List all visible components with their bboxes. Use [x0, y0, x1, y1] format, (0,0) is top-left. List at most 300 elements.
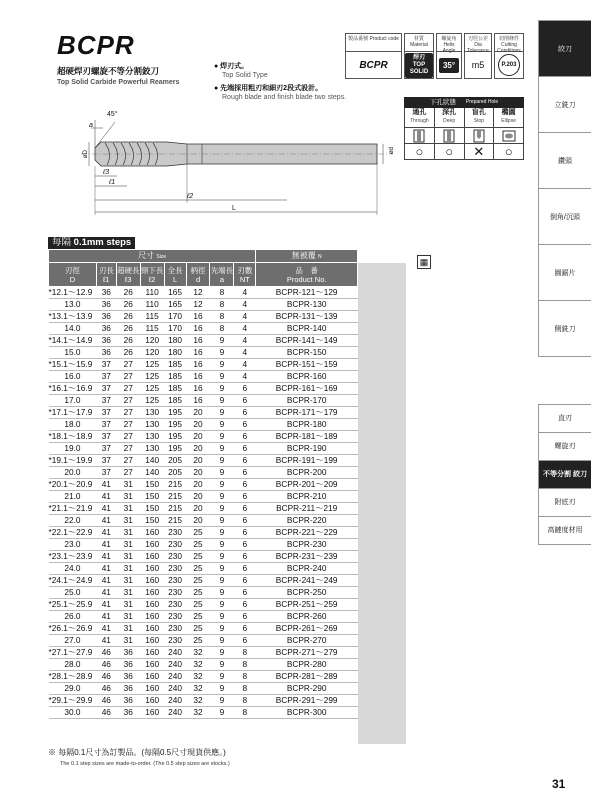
- table-cell: 8: [234, 671, 256, 683]
- table-cell: 9: [210, 671, 234, 683]
- l2-label: ℓ2: [187, 193, 194, 200]
- product-subtitle-en: Top Solid Carbide Powerful Reamers: [57, 79, 180, 86]
- table-cell: 6: [234, 431, 256, 443]
- table-row: [49, 455, 358, 467]
- table-row: [49, 707, 358, 719]
- table-row: [49, 419, 358, 431]
- table-cell: 160: [140, 611, 164, 623]
- table-cell: 9: [210, 695, 234, 707]
- l1-label: ℓ1: [109, 179, 116, 186]
- table-row: [49, 347, 358, 359]
- table-cell: 6: [234, 527, 256, 539]
- table-cell: 150: [140, 503, 164, 515]
- table-cell: 6: [234, 455, 256, 467]
- table-cell: 160: [140, 623, 164, 635]
- table-cell: 230: [164, 575, 186, 587]
- table-cell: BCPR-260: [256, 611, 358, 623]
- table-cell: 6: [234, 479, 256, 491]
- table-cell: 26.0: [49, 611, 97, 623]
- table-cell: 37: [96, 383, 116, 395]
- table-cell: 37: [96, 443, 116, 455]
- table-row: [49, 503, 358, 515]
- table-cell: 130: [140, 407, 164, 419]
- table-cell: 6: [234, 551, 256, 563]
- table-cell: 27: [116, 371, 140, 383]
- table-cell: BCPR-261～269: [256, 623, 358, 635]
- table-cell: 9: [210, 707, 234, 719]
- table-cell: 160: [140, 695, 164, 707]
- table-cell: BCPR-281～289: [256, 671, 358, 683]
- through-hole-icon: [405, 128, 435, 144]
- table-cell: 27: [116, 431, 140, 443]
- table-cell: *19.1～19.9: [49, 455, 97, 467]
- table-cell: *24.1～24.9: [49, 575, 97, 587]
- table-cell: 9: [210, 683, 234, 695]
- table-cell: 9: [210, 563, 234, 575]
- table-cell: 9: [210, 527, 234, 539]
- table-cell: 27: [116, 455, 140, 467]
- table-cell: 36: [116, 647, 140, 659]
- page-number: 31: [552, 777, 566, 791]
- table-cell: 21.0: [49, 491, 97, 503]
- table-cell: 27: [116, 383, 140, 395]
- coating-column: [358, 263, 406, 744]
- table-cell: 29.0: [49, 683, 97, 695]
- column-header: 刃數 NT: [234, 263, 256, 287]
- subcategory-item[interactable]: 不等分割 絞刀: [539, 461, 591, 489]
- table-cell: 20: [186, 443, 210, 455]
- table-cell: 32: [186, 707, 210, 719]
- table-cell: 120: [140, 347, 164, 359]
- table-cell: 20: [186, 407, 210, 419]
- table-cell: 4: [234, 371, 256, 383]
- table-row: [49, 563, 358, 575]
- table-cell: 9: [210, 599, 234, 611]
- table-cell: 41: [96, 539, 116, 551]
- table-cell: 20: [186, 419, 210, 431]
- table-cell: 37: [96, 419, 116, 431]
- table-cell: 9: [210, 491, 234, 503]
- table-cell: 230: [164, 527, 186, 539]
- table-cell: 46: [96, 707, 116, 719]
- table-cell: BCPR-141～149: [256, 335, 358, 347]
- table-cell: 27: [116, 419, 140, 431]
- table-cell: 46: [96, 659, 116, 671]
- step-tag: 每隔 0.1mm steps: [48, 237, 135, 249]
- table-cell: 160: [140, 635, 164, 647]
- table-cell: 110: [140, 287, 164, 299]
- table-cell: 23.0: [49, 539, 97, 551]
- hole-stop: 盲孔 Stop: [465, 108, 495, 128]
- table-cell: 4: [234, 335, 256, 347]
- table-cell: 36: [116, 671, 140, 683]
- sidebar-item[interactable]: 倒角/沉頭: [539, 189, 591, 245]
- table-cell: 240: [164, 707, 186, 719]
- table-cell: 160: [140, 551, 164, 563]
- table-cell: *16.1～16.9: [49, 383, 97, 395]
- column-header: 全長 L: [164, 263, 186, 287]
- table-row: [49, 323, 358, 335]
- table-cell: 6: [234, 419, 256, 431]
- table-cell: 16: [186, 371, 210, 383]
- table-cell: 25: [186, 599, 210, 611]
- table-cell: 215: [164, 479, 186, 491]
- table-cell: 41: [96, 491, 116, 503]
- cutting-conditions-icon: P.203: [498, 54, 520, 76]
- column-header: 超硬長 ℓ3: [116, 263, 140, 287]
- table-cell: 9: [210, 347, 234, 359]
- table-cell: BCPR-290: [256, 683, 358, 695]
- table-cell: 185: [164, 359, 186, 371]
- table-cell: 4: [234, 323, 256, 335]
- a-label: a: [89, 122, 93, 129]
- helix-angle-icon: 35°: [439, 58, 459, 73]
- table-cell: 26: [116, 335, 140, 347]
- table-cell: *27.1～27.9: [49, 647, 97, 659]
- subcategory-item[interactable]: 螺旋刃: [539, 433, 591, 461]
- table-row: [49, 311, 358, 323]
- table-row: [49, 671, 358, 683]
- table-cell: 6: [234, 563, 256, 575]
- L-label: L: [232, 205, 236, 212]
- table-row: [49, 527, 358, 539]
- table-cell: 215: [164, 503, 186, 515]
- angle-label: 45°: [107, 111, 118, 118]
- column-header: 柄徑 d: [186, 263, 210, 287]
- subcategory-item[interactable]: 附底刃: [539, 489, 591, 517]
- coat-group-header: 無被覆 N: [256, 250, 358, 263]
- table-cell: BCPR-121～129: [256, 287, 358, 299]
- table-cell: 20: [186, 479, 210, 491]
- table-cell: 4: [234, 299, 256, 311]
- table-cell: 14.0: [49, 323, 97, 335]
- table-cell: 16.0: [49, 371, 97, 383]
- table-cell: 9: [210, 407, 234, 419]
- qr-code-icon[interactable]: ▦: [417, 255, 431, 269]
- product-subtitle-cn: 超硬焊刃螺旋不等分割鉸刀: [57, 66, 160, 76]
- table-cell: 6: [234, 611, 256, 623]
- size-group-header: 尺寸 Size: [49, 250, 256, 263]
- spec-product-code: 製品番號 Product code BCPR: [345, 33, 402, 79]
- table-cell: 13.0: [49, 299, 97, 311]
- table-cell: 31: [116, 479, 140, 491]
- table-cell: 32: [186, 671, 210, 683]
- table-cell: 37: [96, 467, 116, 479]
- sidebar-item[interactable]: 立銑刀: [539, 77, 591, 133]
- table-cell: 9: [210, 335, 234, 347]
- table-cell: BCPR-240: [256, 563, 358, 575]
- table-cell: 125: [140, 371, 164, 383]
- table-cell: BCPR-291～299: [256, 695, 358, 707]
- table-cell: 37: [96, 395, 116, 407]
- table-cell: 240: [164, 671, 186, 683]
- table-cell: 31: [116, 575, 140, 587]
- spec-material: 材質 Material 焊刃 TOP SOLID: [404, 33, 434, 79]
- table-cell: 160: [140, 539, 164, 551]
- table-cell: 8: [234, 683, 256, 695]
- table-cell: 16: [186, 359, 210, 371]
- table-cell: 25: [186, 623, 210, 635]
- sidebar-item[interactable]: 圓鋸片: [539, 245, 591, 301]
- table-cell: 8: [210, 311, 234, 323]
- table-cell: *21.1～21.9: [49, 503, 97, 515]
- category-sidebar: [538, 20, 591, 357]
- prepared-hole-table: 下孔狀態 Prepared Hole 通孔 Through 深孔 Deep 盲孔 Stop 橢圓 Ellipse ○ ○ ✕ ○: [404, 97, 524, 160]
- table-cell: BCPR-140: [256, 323, 358, 335]
- table-row: [49, 299, 358, 311]
- sidebar-item[interactable]: 鑽頭: [539, 133, 591, 189]
- table-cell: 36: [96, 299, 116, 311]
- table-cell: 9: [210, 419, 234, 431]
- table-cell: 140: [140, 455, 164, 467]
- table-cell: BCPR-231～239: [256, 551, 358, 563]
- table-cell: 41: [96, 563, 116, 575]
- table-row: [49, 647, 358, 659]
- table-cell: 37: [96, 371, 116, 383]
- subcategory-item[interactable]: 直刃: [539, 405, 591, 433]
- table-cell: *15.1～15.9: [49, 359, 97, 371]
- table-row: [49, 479, 358, 491]
- table-cell: BCPR-300: [256, 707, 358, 719]
- table-cell: 46: [96, 671, 116, 683]
- table-cell: 31: [116, 563, 140, 575]
- table-cell: 41: [96, 611, 116, 623]
- table-cell: 36: [96, 335, 116, 347]
- table-row: [49, 599, 358, 611]
- table-cell: 205: [164, 467, 186, 479]
- spec-helix: 螺旋角 Helix Angle 35°: [436, 33, 462, 79]
- table-cell: 230: [164, 611, 186, 623]
- table-cell: 6: [234, 503, 256, 515]
- table-cell: 185: [164, 371, 186, 383]
- table-row: [49, 467, 358, 479]
- table-cell: 41: [96, 551, 116, 563]
- table-cell: 41: [96, 587, 116, 599]
- table-cell: BCPR-130: [256, 299, 358, 311]
- table-cell: 165: [164, 287, 186, 299]
- table-cell: 165: [164, 299, 186, 311]
- table-cell: BCPR-181～189: [256, 431, 358, 443]
- table-cell: 8: [210, 323, 234, 335]
- table-cell: 16: [186, 395, 210, 407]
- through-suitability: ○: [405, 144, 435, 160]
- table-cell: BCPR-150: [256, 347, 358, 359]
- table-cell: 150: [140, 491, 164, 503]
- table-cell: 9: [210, 371, 234, 383]
- table-cell: 27: [116, 467, 140, 479]
- table-cell: 185: [164, 383, 186, 395]
- subcategory-item[interactable]: 高鏈度材用: [539, 517, 591, 545]
- table-cell: 4: [234, 347, 256, 359]
- table-cell: BCPR-201～209: [256, 479, 358, 491]
- table-cell: BCPR-170: [256, 395, 358, 407]
- table-row: [49, 371, 358, 383]
- table-cell: 46: [96, 647, 116, 659]
- table-cell: 41: [96, 503, 116, 515]
- table-cell: 230: [164, 599, 186, 611]
- note-cn: ※ 每隔0.1尺寸為訂製品。(每隔0.5尺寸現貨供應。): [48, 748, 226, 757]
- table-cell: 9: [210, 395, 234, 407]
- table-cell: BCPR-131～139: [256, 311, 358, 323]
- table-cell: 6: [234, 539, 256, 551]
- table-cell: 9: [210, 359, 234, 371]
- table-cell: 160: [140, 575, 164, 587]
- table-cell: 230: [164, 563, 186, 575]
- table-cell: 240: [164, 695, 186, 707]
- table-cell: 32: [186, 647, 210, 659]
- table-cell: 20: [186, 515, 210, 527]
- stop-suitability: ✕: [465, 144, 495, 160]
- column-header: 刃徑 D: [49, 263, 97, 287]
- table-cell: 195: [164, 407, 186, 419]
- table-cell: BCPR-270: [256, 635, 358, 647]
- ellipse-suitability: ○: [494, 144, 524, 160]
- table-cell: 18.0: [49, 419, 97, 431]
- table-cell: 115: [140, 311, 164, 323]
- table-cell: 9: [210, 623, 234, 635]
- table-cell: 41: [96, 575, 116, 587]
- product-title: BCPR: [57, 30, 135, 60]
- spec-header: [345, 33, 524, 79]
- table-row: [49, 515, 358, 527]
- table-cell: *20.1～20.9: [49, 479, 97, 491]
- table-cell: 25: [186, 635, 210, 647]
- hole-deep: 深孔 Deep: [435, 108, 465, 128]
- table-cell: BCPR-200: [256, 467, 358, 479]
- table-cell: 9: [210, 503, 234, 515]
- table-cell: 9: [210, 647, 234, 659]
- d-label: ød: [389, 146, 395, 154]
- table-cell: 130: [140, 443, 164, 455]
- table-cell: BCPR-161～169: [256, 383, 358, 395]
- table-cell: BCPR-180: [256, 419, 358, 431]
- table-cell: 31: [116, 623, 140, 635]
- column-header: 頸下長 ℓ2: [140, 263, 164, 287]
- table-cell: 19.0: [49, 443, 97, 455]
- table-cell: 9: [210, 611, 234, 623]
- table-row: [49, 383, 358, 395]
- table-cell: BCPR-271～279: [256, 647, 358, 659]
- table-cell: 6: [234, 395, 256, 407]
- table-row: [49, 359, 358, 371]
- table-cell: 27: [116, 407, 140, 419]
- table-row: [49, 611, 358, 623]
- table-cell: 12: [186, 287, 210, 299]
- table-cell: 31: [116, 515, 140, 527]
- table-row: [49, 695, 358, 707]
- table-cell: 9: [210, 383, 234, 395]
- stop-hole-icon: [465, 128, 495, 144]
- table-cell: 12: [186, 299, 210, 311]
- table-cell: 8: [234, 659, 256, 671]
- table-cell: 4: [234, 311, 256, 323]
- table-cell: 31: [116, 587, 140, 599]
- table-row: [49, 407, 358, 419]
- table-cell: 25: [186, 575, 210, 587]
- table-row: [49, 443, 358, 455]
- sidebar-item[interactable]: 絞刀: [539, 21, 591, 77]
- table-cell: 9: [210, 635, 234, 647]
- table-cell: 205: [164, 455, 186, 467]
- table-cell: BCPR-210: [256, 491, 358, 503]
- table-cell: BCPR-221～229: [256, 527, 358, 539]
- table-cell: 6: [234, 575, 256, 587]
- table-cell: 160: [140, 563, 164, 575]
- table-cell: 25: [186, 563, 210, 575]
- table-cell: 41: [96, 479, 116, 491]
- table-cell: 9: [210, 659, 234, 671]
- table-cell: 26: [116, 299, 140, 311]
- table-cell: 17.0: [49, 395, 97, 407]
- table-cell: 41: [96, 635, 116, 647]
- table-cell: 160: [140, 683, 164, 695]
- table-cell: 160: [140, 707, 164, 719]
- table-cell: 240: [164, 647, 186, 659]
- table-cell: 26: [116, 311, 140, 323]
- table-cell: 36: [96, 311, 116, 323]
- table-cell: 20.0: [49, 467, 97, 479]
- table-cell: 160: [140, 647, 164, 659]
- table-cell: 26: [116, 287, 140, 299]
- table-cell: 215: [164, 515, 186, 527]
- table-cell: 32: [186, 659, 210, 671]
- table-cell: 6: [234, 599, 256, 611]
- table-cell: 160: [140, 587, 164, 599]
- table-cell: *25.1～25.9: [49, 599, 97, 611]
- table-cell: 150: [140, 515, 164, 527]
- table-cell: 8: [234, 695, 256, 707]
- table-cell: 6: [234, 467, 256, 479]
- table-cell: 31: [116, 491, 140, 503]
- spec-conditions: 切削條件 Cutting Conditions P.203: [494, 33, 524, 79]
- table-cell: 25: [186, 527, 210, 539]
- table-cell: 130: [140, 419, 164, 431]
- table-row: [49, 623, 358, 635]
- table-row: [49, 287, 358, 299]
- table-cell: *14.1～14.9: [49, 335, 97, 347]
- table-cell: 6: [234, 383, 256, 395]
- table-cell: BCPR-250: [256, 587, 358, 599]
- table-cell: 125: [140, 383, 164, 395]
- table-cell: 41: [96, 623, 116, 635]
- table-row: [49, 659, 358, 671]
- table-cell: 230: [164, 587, 186, 599]
- table-cell: 37: [96, 407, 116, 419]
- table-cell: 180: [164, 335, 186, 347]
- table-row: [49, 551, 358, 563]
- table-cell: 160: [140, 599, 164, 611]
- table-cell: 6: [234, 491, 256, 503]
- table-cell: 36: [96, 323, 116, 335]
- table-cell: 230: [164, 551, 186, 563]
- table-cell: 140: [140, 467, 164, 479]
- table-cell: 37: [96, 455, 116, 467]
- table-cell: 125: [140, 395, 164, 407]
- table-row: [49, 491, 358, 503]
- table-cell: 31: [116, 551, 140, 563]
- table-cell: 6: [234, 587, 256, 599]
- table-cell: 160: [140, 527, 164, 539]
- table-cell: 41: [96, 527, 116, 539]
- table-cell: 26: [116, 323, 140, 335]
- table-cell: 160: [140, 659, 164, 671]
- size-table: [48, 249, 358, 719]
- table-cell: 115: [140, 323, 164, 335]
- table-row: [49, 395, 358, 407]
- sidebar-item[interactable]: 側銑刀: [539, 301, 591, 357]
- table-cell: 8: [234, 647, 256, 659]
- table-cell: 8: [210, 287, 234, 299]
